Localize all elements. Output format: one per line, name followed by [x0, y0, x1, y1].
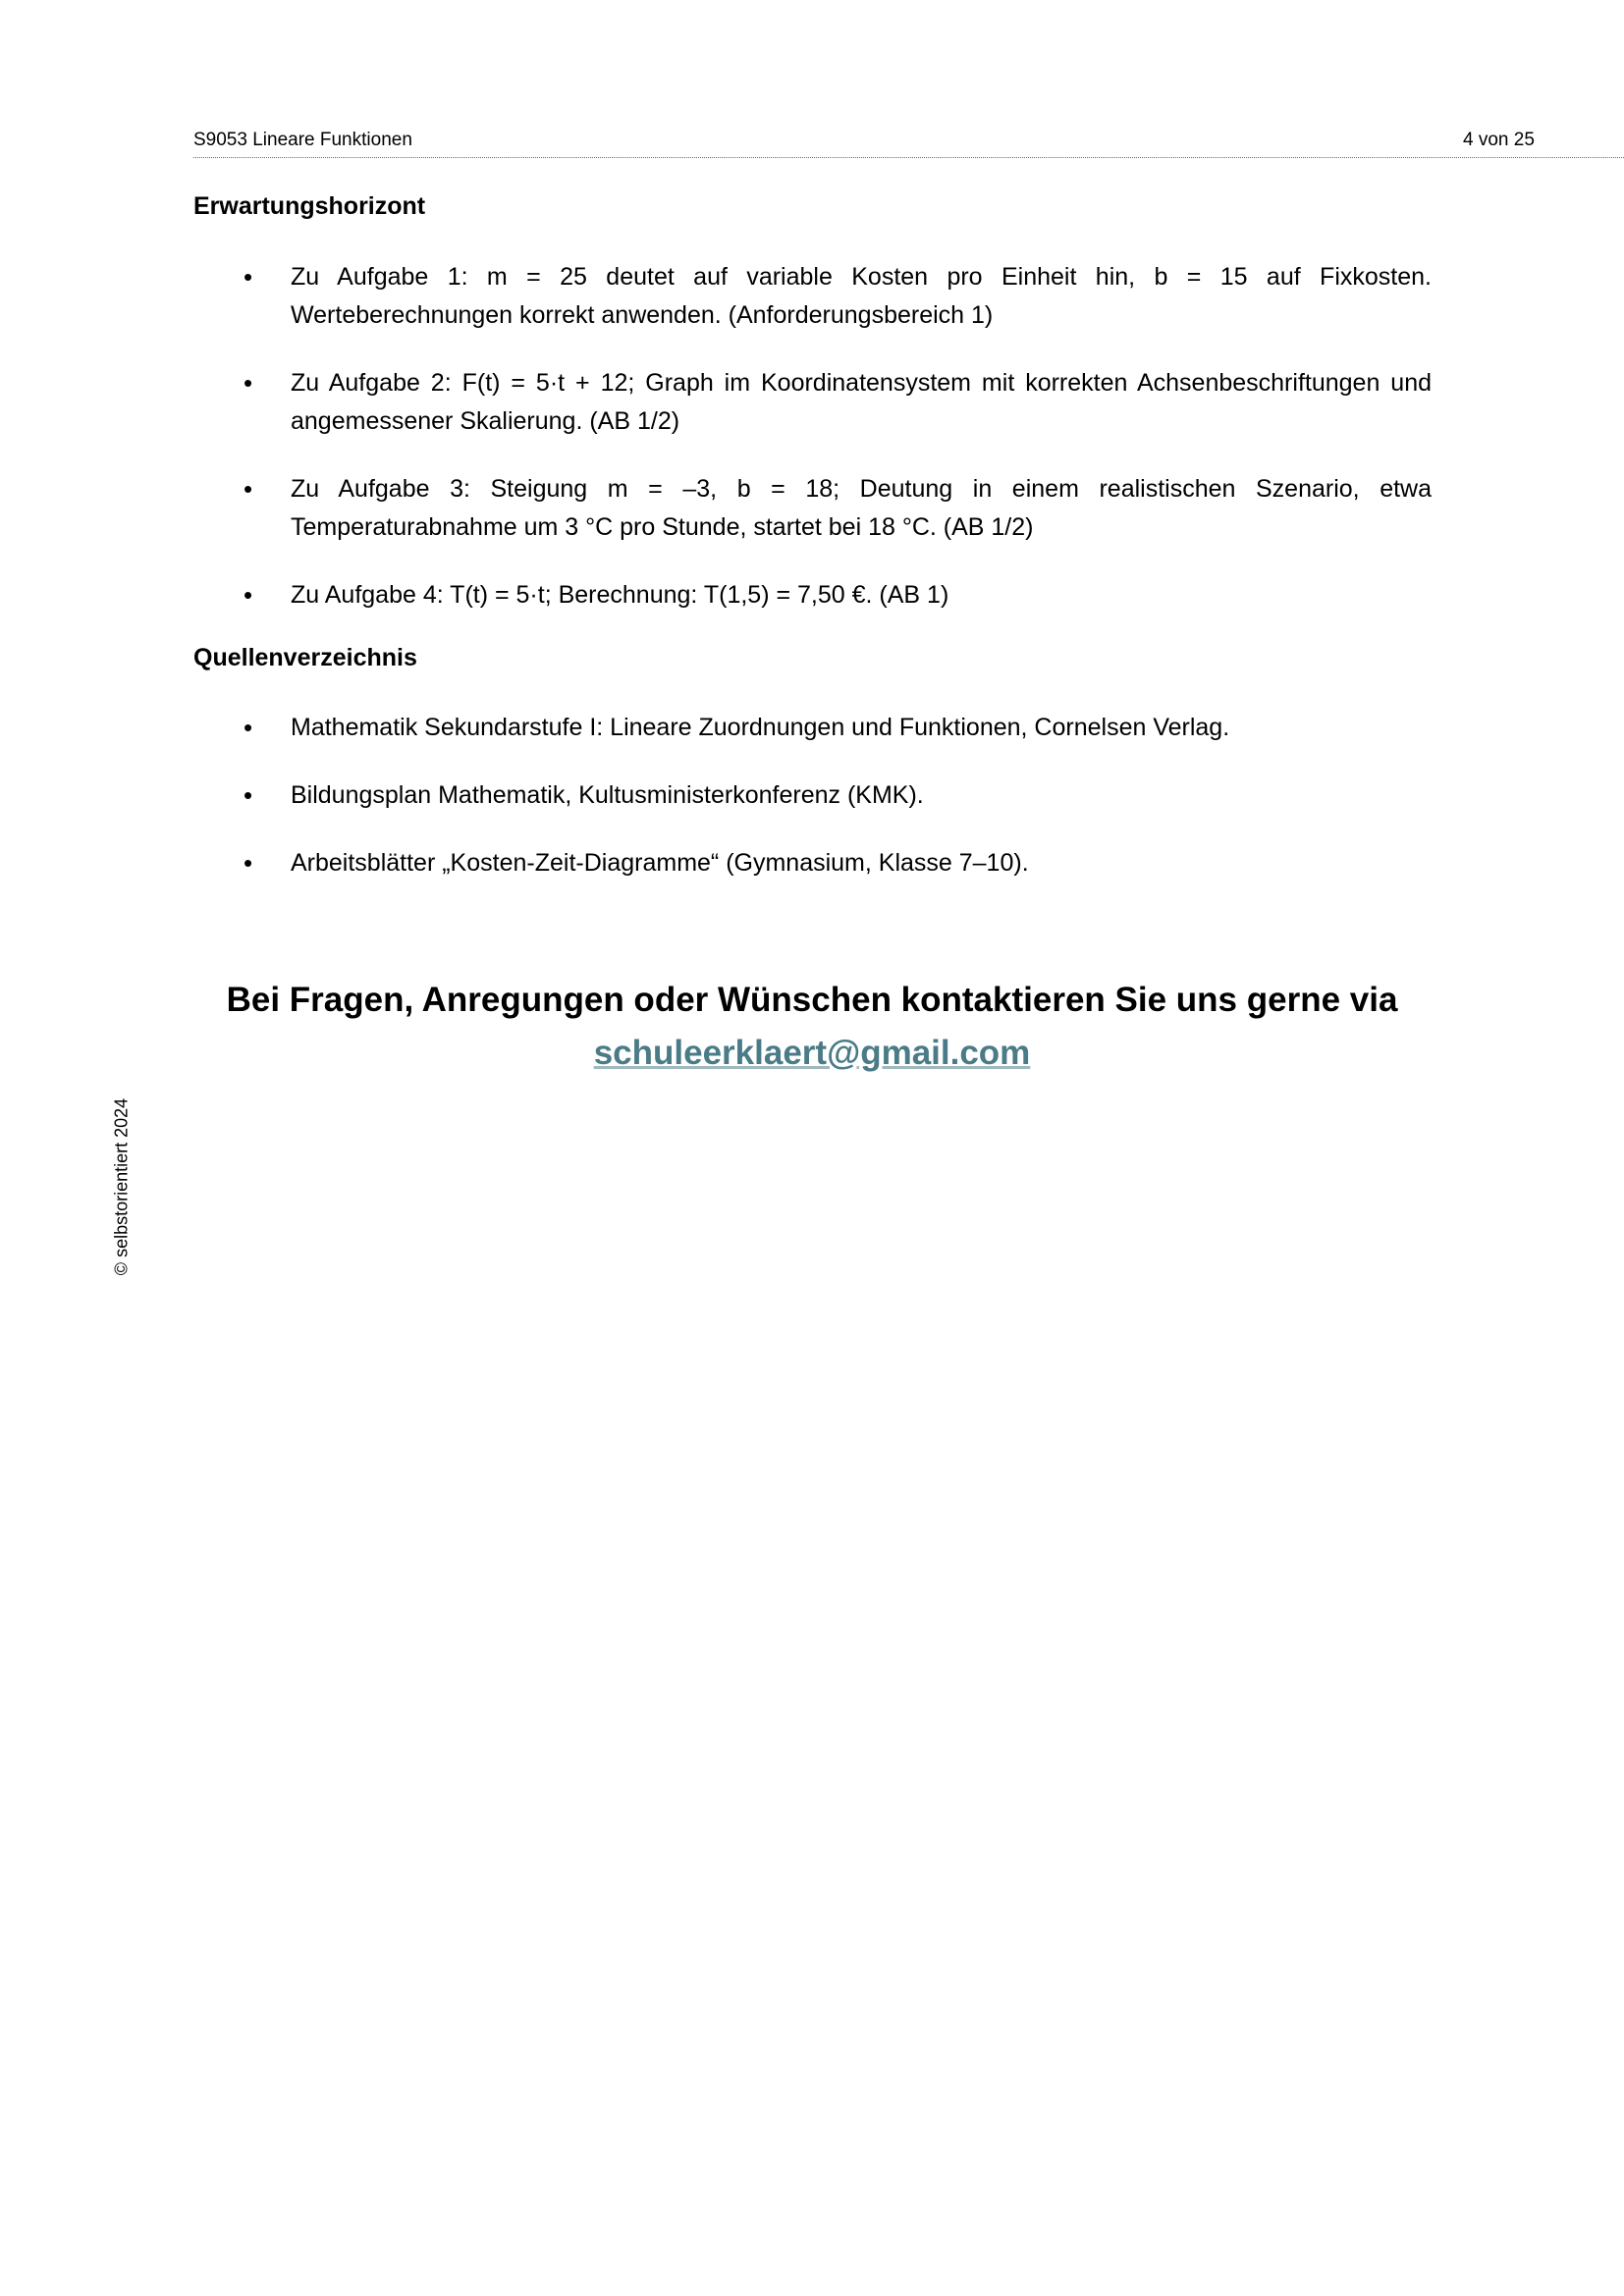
bullet-icon: • — [244, 368, 253, 398]
page-header — [193, 126, 1624, 158]
list-item-text: Mathematik Sekundarstufe I: Lineare Zuordnungen und Funktionen, Cornelsen Verlag. — [291, 714, 1230, 741]
contact-block — [128, 974, 1496, 1080]
list-item — [244, 576, 1432, 614]
bullet-icon: • — [244, 848, 253, 878]
bullet-icon: • — [244, 474, 253, 504]
copyright-notice: © selbstorientiert 2024 — [111, 1097, 132, 1276]
section-title-quellenverzeichnis: Quellenverzeichnis — [193, 644, 417, 671]
expectation-list — [244, 258, 1432, 614]
sources-list — [244, 709, 1432, 882]
page-number: 4 von 25 — [1463, 130, 1535, 150]
list-item-text: Bildungsplan Mathematik, Kultusministerkonferenz (KMK). — [291, 781, 924, 809]
section-title-erwartungshorizont: Erwartungshorizont — [193, 192, 426, 220]
document-title: S9053 Lineare Funktionen — [193, 130, 412, 150]
list-item-text: Zu Aufgabe 3: Steigung m = –3, b = 18; Deutung in einem realistischen Szenario, etwa Temperaturabnahme um 3 °C pro Stunde, startet bei 18 °C. (AB 1/2) — [291, 475, 1432, 541]
bullet-icon: • — [244, 780, 253, 810]
bullet-icon: • — [244, 580, 253, 610]
email-link[interactable]: schuleerklaert@gmail.com — [593, 1034, 1031, 1072]
list-item-text: Zu Aufgabe 1: m = 25 deutet auf variable Kosten pro Einheit hin, b = 15 auf Fixkosten. Werteberechnungen korrekt anwenden. (Anforderungsbereich 1) — [291, 263, 1432, 329]
list-item-text: Arbeitsblätter „Kosten-Zeit-Diagramme“ (Gymnasium, Klasse 7–10). — [291, 849, 1029, 877]
list-item-text: Zu Aufgabe 4: T(t) = 5·t; Berechnung: T(1,5) = 7,50 €. (AB 1) — [291, 581, 949, 609]
bullet-icon: • — [244, 713, 253, 742]
bullet-icon: • — [244, 262, 253, 292]
list-item — [244, 709, 1432, 747]
contact-text: Bei Fragen, Anregungen oder Wünschen kontaktieren Sie uns gerne via — [226, 981, 1398, 1019]
list-item — [244, 258, 1432, 335]
list-item — [244, 844, 1432, 882]
list-item — [244, 364, 1432, 441]
list-item-text: Zu Aufgabe 2: F(t) = 5·t + 12; Graph im Koordinatensystem mit korrekten Achsenbeschriftungen und angemessener Skalierung. (AB 1/2) — [291, 369, 1432, 435]
list-item — [244, 776, 1432, 815]
list-item — [244, 470, 1432, 547]
